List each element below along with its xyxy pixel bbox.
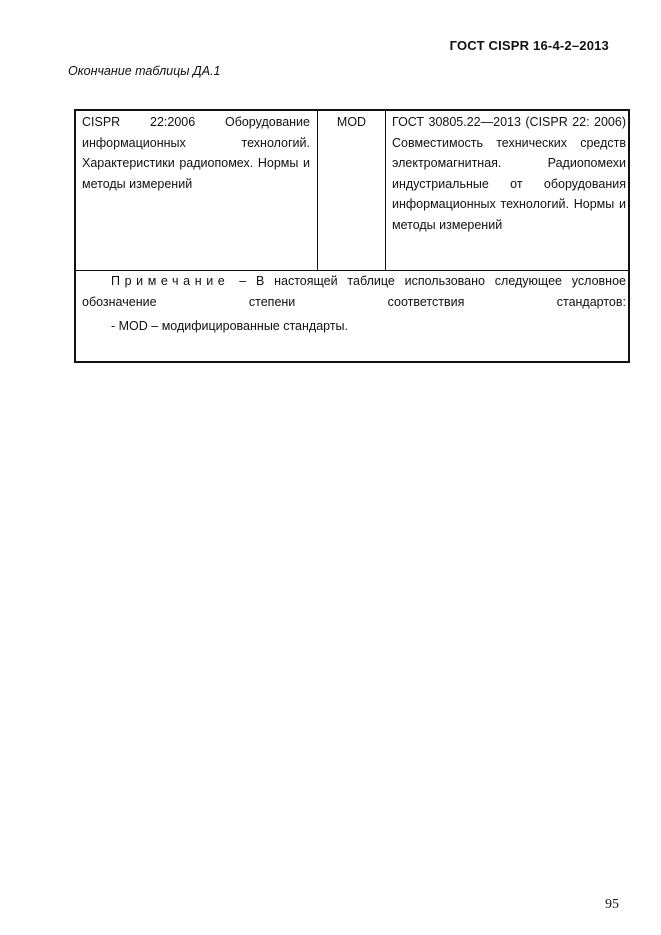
- column-divider: [385, 111, 386, 270]
- table-note: [82, 271, 626, 337]
- conformity-degree-cell: MOD: [336, 115, 367, 129]
- note-body: – В настоящей таблице использовано следующее условное обозначение степени соответствия стандартов:: [82, 274, 626, 309]
- table-caption: Окончание таблицы ДА.1: [68, 64, 221, 78]
- page-number: 95: [605, 897, 619, 912]
- document-standard-code: ГОСТ CISPR 16-4-2–2013: [449, 38, 609, 53]
- conformity-table: [74, 109, 630, 363]
- international-standard-cell: CISPR 22:2006 Оборудование информационных технологий. Характеристики радиопомех. Нормы и методы измерений: [82, 115, 310, 191]
- column-divider: [317, 111, 318, 270]
- note-label: Примечание: [111, 274, 230, 288]
- note-list-item: - MOD – модифицированные стандарты.: [111, 319, 349, 333]
- national-standard-cell: ГОСТ 30805.22—2013 (CISPR 22: 2006) Совместимость технических средств электромагнитная. Радиопомехи индустриальные от оборудования информационных технологий. Нормы и методы измерений: [392, 115, 626, 232]
- note-text: [82, 271, 626, 312]
